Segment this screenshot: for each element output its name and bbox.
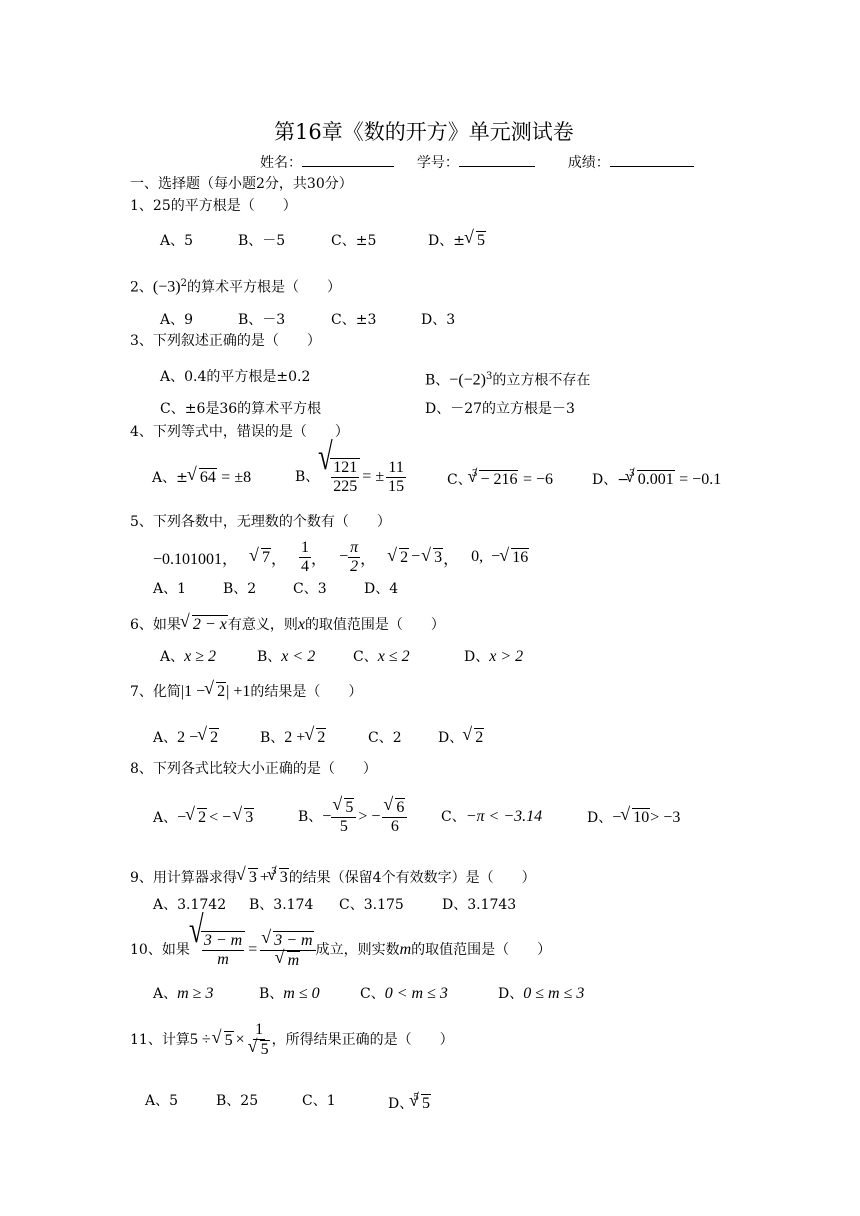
option-b: B、3.174 bbox=[249, 897, 314, 913]
option-c: C、±3 bbox=[331, 312, 377, 328]
name-label: 姓名： bbox=[260, 155, 302, 171]
option-c: C、3.175 bbox=[339, 897, 404, 913]
question-7-stem: 7、化简|1 −√ 2| +1的结果是（ ） bbox=[130, 682, 362, 701]
question-8-stem: 8、下列各式比较大小正确的是（ ） bbox=[130, 761, 377, 777]
option-a: A、m ≥ 3 bbox=[153, 985, 214, 1002]
question-2-options bbox=[160, 311, 455, 329]
option-d: D、0 ≤ m ≤ 3 bbox=[498, 985, 585, 1002]
option-d: D、±√ 5 bbox=[428, 231, 486, 250]
score-label: 成绩： bbox=[567, 155, 610, 171]
option-b: B、 √ $\frac{121}{225}$ = ± $\frac{11}{15}$ bbox=[295, 458, 447, 496]
question-7-options bbox=[153, 728, 484, 747]
option-d: D、−$^3$√ 0.001 = −0.1 bbox=[592, 465, 721, 489]
option-c: C、$^3$√ − 216 = −6 bbox=[447, 465, 592, 489]
option-c: C、3 bbox=[293, 581, 327, 597]
option-b: B、 − √ $\frac{5}{5}$ > − √ $\frac{6}{6}$ bbox=[298, 798, 441, 836]
option-c: C、x ≤ 2 bbox=[353, 648, 410, 665]
option-a: A、3.1742 bbox=[153, 897, 227, 913]
option-a: A、2 −√ 2 bbox=[153, 728, 260, 747]
question-6-options bbox=[160, 648, 523, 666]
option-b: B、－3 bbox=[238, 312, 286, 328]
option-d: D、√ 2 bbox=[438, 728, 484, 747]
id-blank[interactable] bbox=[459, 152, 535, 167]
option-c: C、0 < m ≤ 3 bbox=[360, 985, 448, 1002]
option-b: B、m ≤ 0 bbox=[259, 985, 320, 1002]
option-c: C、±6是36的算术平方根 bbox=[160, 401, 322, 417]
question-4-options bbox=[152, 457, 721, 497]
option-c: C、2 bbox=[368, 729, 402, 746]
question-9-stem: 9、用计算器求得√ 3 + $^3$√ 3的结果（保留4个有效数字）是（ ） bbox=[130, 863, 536, 887]
option-b: B、x < 2 bbox=[257, 648, 316, 665]
question-5-numbers: −0.101001， √ 7 ， $\frac{1}{4}$ ， − $\frac{\pi}{2}$ ， √ 2 − √ 3 ， 0, − √ 16 bbox=[153, 537, 529, 577]
option-a: A、9 bbox=[160, 312, 194, 328]
page-title: 第16章《数的开方》单元测试卷 bbox=[274, 120, 574, 144]
option-b: B、－5 bbox=[238, 232, 286, 249]
option-a: A、1 bbox=[153, 581, 187, 597]
option-b: B、2 bbox=[223, 581, 257, 597]
option-c: C、1 bbox=[302, 1093, 336, 1109]
option-d: D、x > 2 bbox=[464, 648, 524, 665]
option-b: B、2 +√ 2 bbox=[260, 728, 368, 747]
id-label: 学号： bbox=[416, 155, 459, 171]
option-c: C、−π < −3.14 bbox=[441, 808, 543, 825]
question-2-stem: 2、$(-3)^2$的算术平方根是（ ） bbox=[130, 278, 341, 296]
option-a: A、5 bbox=[160, 232, 194, 249]
score-blank[interactable] bbox=[610, 152, 694, 167]
option-a: A、−√ 2 < −√ 3 bbox=[153, 808, 298, 827]
question-3-stem: 3、下列叙述正确的是（ ） bbox=[130, 333, 321, 349]
question-10-stem: 10、如果 √ $\frac{3 - m}{m}$ = √ 3 − m √ m 成立，则实数 m 的取值范围是（ ） bbox=[130, 924, 551, 976]
question-5-options bbox=[153, 580, 398, 598]
option-d: D、−√ 10> −3 bbox=[587, 808, 680, 827]
name-blank[interactable] bbox=[302, 152, 394, 167]
question-4-stem: 4、下列等式中，错误的是（ ） bbox=[130, 424, 349, 440]
option-a: A、±√ 64 = ±8 bbox=[152, 468, 295, 487]
question-1-stem: 1、25的平方根是（ ） bbox=[130, 198, 297, 214]
option-a: A、5 bbox=[145, 1093, 179, 1109]
option-d: D、3.1743 bbox=[442, 897, 517, 913]
option-d: D、4 bbox=[364, 581, 399, 597]
question-1-options bbox=[160, 231, 486, 250]
question-6-stem: 6、如果√ 2 − x有意义，则x的取值范围是（ ） bbox=[130, 615, 445, 634]
section-heading: 一、选择题（每小题2分，共30分） bbox=[130, 176, 353, 192]
student-info-row bbox=[260, 152, 694, 172]
question-11-options bbox=[145, 1089, 431, 1113]
option-a: A、x ≥ 2 bbox=[160, 648, 217, 665]
option-b: B、25 bbox=[216, 1093, 259, 1109]
question-8-options bbox=[153, 793, 680, 841]
question-9-options bbox=[153, 896, 516, 914]
option-d: D、$^5$√ 5 bbox=[388, 1089, 431, 1113]
question-11-stem: 11、计算 5 ÷ √ 5 × 1 √ 5 ，所得结果正确的是（ ） bbox=[130, 1016, 454, 1064]
option-d: D、3 bbox=[421, 312, 456, 328]
option-a: A、0.4的平方根是±0.2 bbox=[160, 369, 311, 385]
question-10-options bbox=[153, 985, 584, 1003]
question-5-stem: 5、下列各数中，无理数的个数有（ ） bbox=[130, 514, 391, 530]
option-d: D、－27的立方根是－3 bbox=[425, 401, 575, 417]
option-b: B、$-(-2)^3$的立方根不存在 bbox=[425, 371, 591, 389]
option-c: C、±5 bbox=[331, 232, 377, 249]
